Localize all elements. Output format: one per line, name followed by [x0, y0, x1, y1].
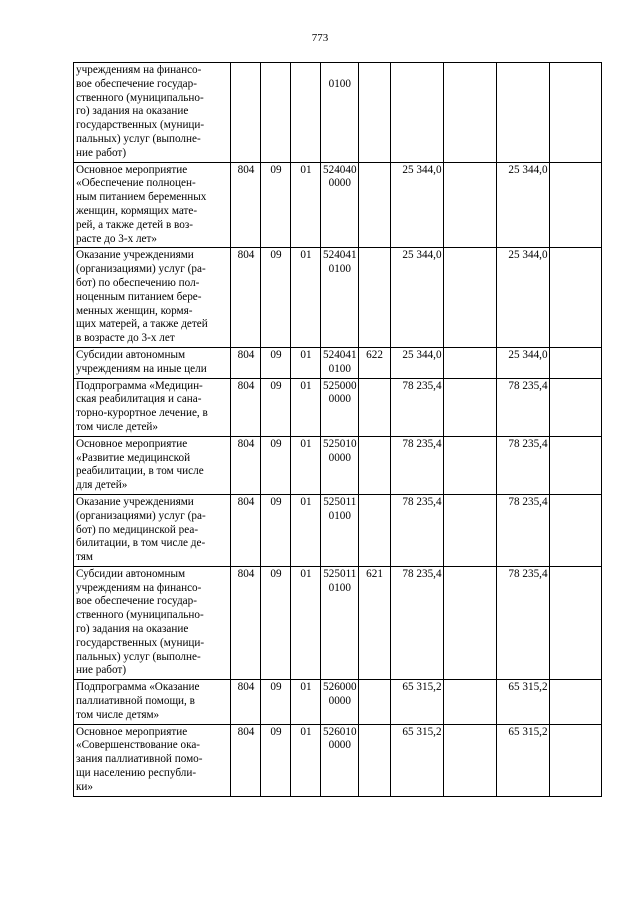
- target-article-line: 524041: [323, 348, 357, 361]
- table-row: [74, 248, 602, 348]
- empty-cell: [443, 162, 496, 248]
- ministry-code-cell: [231, 63, 261, 163]
- expense-name-line: «Обеспечение полноцен-: [76, 177, 196, 190]
- expense-name-line: бот) по обеспечению пол-: [76, 276, 200, 289]
- budget-table: [73, 62, 602, 797]
- target-article-line: 0100: [328, 263, 351, 276]
- expense-name-line: том числе детей»: [76, 420, 159, 433]
- section-code-cell: 09: [261, 378, 291, 436]
- amount-cell: 65 315,2: [496, 680, 549, 724]
- empty-cell: [443, 378, 496, 436]
- expense-name-line: ние работ): [76, 664, 127, 677]
- expense-name-line: учреждениям на иные цели: [76, 362, 207, 375]
- amount-cell: 25 344,0: [390, 162, 443, 248]
- subsection-code-cell: 01: [291, 724, 321, 796]
- expense-name-line: Субсидии автономным: [76, 348, 186, 361]
- ministry-code-cell: 804: [231, 378, 261, 436]
- subsection-code-cell: 01: [291, 436, 321, 494]
- ministry-code-cell: 804: [231, 347, 261, 378]
- expense-name-line: ние работ): [76, 146, 127, 159]
- expense-name-line: (организациями) услуг (ра-: [76, 509, 206, 522]
- target-article-line: 0100: [328, 362, 351, 375]
- amount-cell: 25 344,0: [496, 162, 549, 248]
- amount-cell: 78 235,4: [496, 436, 549, 494]
- expense-name-cell: [74, 248, 231, 348]
- target-article-line: 0100: [328, 581, 351, 594]
- subsection-code-cell: [291, 63, 321, 163]
- ministry-code-cell: 804: [231, 724, 261, 796]
- amount-cell: 25 344,0: [496, 347, 549, 378]
- expense-name-cell: [74, 63, 231, 163]
- section-code-cell: 09: [261, 347, 291, 378]
- expense-name-line: щих матерей, а также детей: [76, 318, 208, 331]
- empty-cell: [549, 248, 601, 348]
- expense-name-line: го) задания на оказание: [76, 105, 189, 118]
- target-article-line: 0000: [328, 739, 351, 752]
- amount-cell: 78 235,4: [496, 566, 549, 679]
- expense-type-cell: [358, 248, 390, 348]
- expense-name-line: государственных (муници-: [76, 636, 205, 649]
- target-article-line: 525000: [323, 379, 357, 392]
- expense-type-cell: [358, 162, 390, 248]
- expense-name-line: Оказание учреждениями: [76, 495, 194, 508]
- target-article-cell: [321, 162, 359, 248]
- expense-name-cell: [74, 566, 231, 679]
- empty-cell: [443, 566, 496, 679]
- expense-type-cell: [358, 724, 390, 796]
- expense-name-line: билитации, в том числе де-: [76, 537, 206, 550]
- amount-cell: 78 235,4: [390, 378, 443, 436]
- expense-type-cell: [358, 378, 390, 436]
- amount-cell: 65 315,2: [390, 680, 443, 724]
- target-article-line: 0100: [328, 509, 351, 522]
- subsection-code-cell: 01: [291, 378, 321, 436]
- expense-name-line: го) задания на оказание: [76, 623, 189, 636]
- expense-name-line: «Совершенствование ока-: [76, 739, 201, 752]
- expense-name-line: Основное мероприятие: [76, 437, 188, 450]
- ministry-code-cell: 804: [231, 566, 261, 679]
- amount-cell: [496, 63, 549, 163]
- empty-cell: [443, 248, 496, 348]
- amount-cell: 25 344,0: [390, 248, 443, 348]
- empty-cell: [549, 680, 601, 724]
- empty-cell: [443, 347, 496, 378]
- expense-name-line: ки»: [76, 780, 94, 793]
- expense-name-line: бот) по медицинской реа-: [76, 523, 199, 536]
- amount-cell: 78 235,4: [390, 494, 443, 566]
- amount-cell: 78 235,4: [496, 378, 549, 436]
- budget-table-body: [74, 63, 602, 797]
- empty-cell: [549, 347, 601, 378]
- expense-name-line: ственного (муниципально-: [76, 91, 204, 104]
- expense-name-line: реабилитации, в том числе: [76, 465, 204, 478]
- expense-name-line: учреждениям на финансо-: [76, 581, 202, 594]
- section-code-cell: [261, 63, 291, 163]
- expense-type-cell: 621: [358, 566, 390, 679]
- amount-cell: 25 344,0: [390, 347, 443, 378]
- expense-name-line: ноценным питанием бере-: [76, 290, 202, 303]
- target-article-line: [323, 64, 357, 78]
- target-article-cell: [321, 494, 359, 566]
- amount-cell: 65 315,2: [496, 724, 549, 796]
- expense-name-line: пальных) услуг (выполне-: [76, 650, 201, 663]
- expense-type-cell: [358, 63, 390, 163]
- empty-cell: [443, 436, 496, 494]
- expense-name-line: пальных) услуг (выполне-: [76, 132, 201, 145]
- empty-cell: [443, 680, 496, 724]
- table-row: [74, 680, 602, 724]
- table-row: [74, 378, 602, 436]
- expense-name-line: государственных (муници-: [76, 119, 205, 132]
- empty-cell: [549, 63, 601, 163]
- expense-name-line: учреждениям на финансо-: [76, 64, 202, 76]
- expense-name-line: щи населению республи-: [76, 767, 197, 780]
- amount-cell: 78 235,4: [390, 436, 443, 494]
- page-number: 773: [311, 32, 329, 44]
- expense-name-line: зания паллиативной помо-: [76, 753, 203, 766]
- empty-cell: [549, 724, 601, 796]
- expense-name-line: том числе детям»: [76, 708, 160, 721]
- table-row: [74, 162, 602, 248]
- table-row: [74, 494, 602, 566]
- expense-name-line: Подпрограмма «Медицин-: [76, 379, 203, 392]
- subsection-code-cell: 01: [291, 680, 321, 724]
- expense-name-line: вое обеспечение государ-: [76, 77, 197, 90]
- empty-cell: [443, 724, 496, 796]
- target-article-line: 0000: [328, 393, 351, 406]
- empty-cell: [549, 494, 601, 566]
- expense-type-cell: [358, 436, 390, 494]
- expense-name-line: (организациями) услуг (ра-: [76, 263, 206, 276]
- target-article-cell: [321, 347, 359, 378]
- expense-type-cell: [358, 494, 390, 566]
- ministry-code-cell: 804: [231, 248, 261, 348]
- table-row: [74, 63, 602, 163]
- target-article-cell: [321, 248, 359, 348]
- ministry-code-cell: 804: [231, 162, 261, 248]
- target-article-line: 524040: [323, 163, 357, 176]
- target-article-cell: [321, 566, 359, 679]
- target-article-line: 526010: [323, 725, 357, 738]
- table-row: [74, 347, 602, 378]
- subsection-code-cell: 01: [291, 494, 321, 566]
- empty-cell: [443, 494, 496, 566]
- target-article-line: 0100: [328, 77, 351, 90]
- target-article-line: 525011: [323, 495, 357, 508]
- expense-type-cell: 622: [358, 347, 390, 378]
- subsection-code-cell: 01: [291, 248, 321, 348]
- expense-name-line: вое обеспечение государ-: [76, 595, 197, 608]
- target-article-line: 525010: [323, 437, 357, 450]
- target-article-line: 0000: [328, 695, 351, 708]
- target-article-line: 0000: [328, 451, 351, 464]
- empty-cell: [549, 566, 601, 679]
- target-article-cell: [321, 680, 359, 724]
- target-article-line: 525011: [323, 567, 357, 580]
- expense-name-line: ская реабилитация и сана-: [76, 393, 202, 406]
- empty-cell: [549, 436, 601, 494]
- expense-name-line: женщин, кормящих мате-: [76, 204, 198, 217]
- empty-cell: [443, 63, 496, 163]
- subsection-code-cell: 01: [291, 566, 321, 679]
- expense-name-line: рей, а также детей в воз-: [76, 218, 193, 231]
- section-code-cell: 09: [261, 566, 291, 679]
- amount-cell: 25 344,0: [496, 248, 549, 348]
- expense-name-line: в возрасте до 3-х лет: [76, 332, 175, 345]
- section-code-cell: 09: [261, 724, 291, 796]
- expense-name-line: тям: [76, 551, 93, 564]
- expense-name-line: паллиативной помощи, в: [76, 695, 195, 708]
- section-code-cell: 09: [261, 436, 291, 494]
- amount-cell: 65 315,2: [390, 724, 443, 796]
- expense-name-cell: [74, 347, 231, 378]
- target-article-line: 526000: [323, 681, 357, 694]
- expense-name-line: «Развитие медицинской: [76, 451, 191, 464]
- expense-name-line: Оказание учреждениями: [76, 249, 194, 262]
- table-row: [74, 724, 602, 796]
- ministry-code-cell: 804: [231, 436, 261, 494]
- amount-cell: 78 235,4: [390, 566, 443, 679]
- expense-name-cell: [74, 436, 231, 494]
- expense-name-line: Субсидии автономным: [76, 567, 186, 580]
- empty-cell: [549, 162, 601, 248]
- section-code-cell: 09: [261, 248, 291, 348]
- expense-name-line: Подпрограмма «Оказание: [76, 681, 200, 694]
- subsection-code-cell: 01: [291, 162, 321, 248]
- target-article-cell: [321, 63, 359, 163]
- expense-name-line: ным питанием беременных: [76, 191, 207, 204]
- expense-name-cell: [74, 724, 231, 796]
- table-row: [74, 566, 602, 679]
- expense-name-cell: [74, 162, 231, 248]
- expense-type-cell: [358, 680, 390, 724]
- expense-name-cell: [74, 494, 231, 566]
- expense-name-cell: [74, 378, 231, 436]
- target-article-cell: [321, 724, 359, 796]
- expense-name-line: торно-курортное лечение, в: [76, 407, 208, 420]
- subsection-code-cell: 01: [291, 347, 321, 378]
- expense-name-line: Основное мероприятие: [76, 163, 188, 176]
- target-article-cell: [321, 378, 359, 436]
- expense-name-cell: [74, 680, 231, 724]
- expense-name-line: ственного (муниципально-: [76, 609, 204, 622]
- section-code-cell: 09: [261, 680, 291, 724]
- section-code-cell: 09: [261, 162, 291, 248]
- target-article-line: 524041: [323, 249, 357, 262]
- amount-cell: [390, 63, 443, 163]
- expense-name-line: Основное мероприятие: [76, 725, 188, 738]
- empty-cell: [549, 378, 601, 436]
- expense-name-line: расте до 3-х лет»: [76, 232, 158, 245]
- target-article-line: 0000: [328, 177, 351, 190]
- expense-name-line: для детей»: [76, 479, 128, 492]
- section-code-cell: 09: [261, 494, 291, 566]
- expense-name-line: менных женщин, кормя-: [76, 304, 193, 317]
- ministry-code-cell: 804: [231, 494, 261, 566]
- table-row: [74, 436, 602, 494]
- ministry-code-cell: 804: [231, 680, 261, 724]
- amount-cell: 78 235,4: [496, 494, 549, 566]
- target-article-cell: [321, 436, 359, 494]
